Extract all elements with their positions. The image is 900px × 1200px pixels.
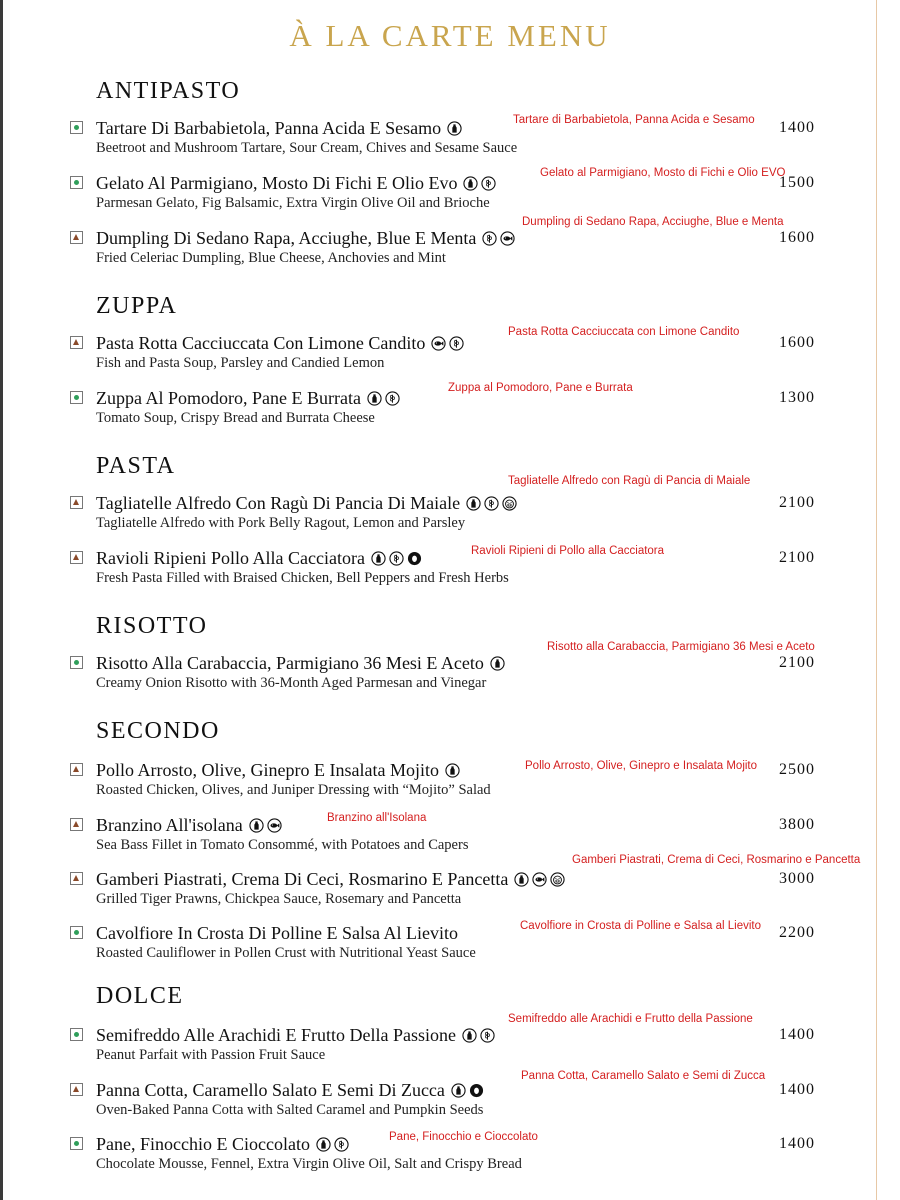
dish-price: 2500 (779, 761, 815, 778)
non-veg-indicator-icon (70, 763, 83, 776)
italian-name-annotation: Tartare di Barbabietola, Panna Acida e Sesamo (513, 114, 755, 126)
dish-description: Chocolate Mousse, Fennel, Extra Virgin Olive Oil, Salt and Crispy Bread (96, 1156, 522, 1172)
veg-indicator-icon (70, 1137, 83, 1150)
dish-name: Ravioli Ripieni Pollo Alla Cacciatora (96, 548, 365, 568)
dish-price: 1400 (779, 119, 815, 136)
allergen-icons (463, 176, 496, 191)
dish-price: 2200 (779, 924, 815, 941)
dish-price: 2100 (779, 494, 815, 511)
allergen-dairy-icon (514, 872, 529, 887)
veg-indicator-icon (70, 656, 83, 669)
italian-name-annotation: Risotto alla Carabaccia, Parmigiano 36 Mesi e Aceto (547, 641, 815, 653)
dish-price: 2100 (779, 549, 815, 566)
section-heading-risotto: RISOTTO (96, 613, 208, 639)
non-veg-indicator-icon (70, 818, 83, 831)
dish-name: Pane, Finocchio E Cioccolato (96, 1134, 310, 1154)
veg-indicator-icon (70, 121, 83, 134)
italian-name-annotation: Cavolfiore in Crosta di Polline e Salsa al Lievito (520, 920, 761, 932)
allergen-gluten-icon (481, 176, 496, 191)
dish-price: 1400 (779, 1026, 815, 1043)
allergen-gluten-icon (484, 496, 499, 511)
non-veg-indicator-icon (70, 231, 83, 244)
allergen-dairy-icon (249, 818, 264, 833)
dish-description: Grilled Tiger Prawns, Chickpea Sauce, Rosemary and Pancetta (96, 891, 462, 907)
dish-description: Parmesan Gelato, Fig Balsamic, Extra Virgin Olive Oil and Brioche (96, 195, 490, 211)
italian-name-annotation: Semifreddo alle Arachidi e Frutto della Passione (508, 1013, 753, 1025)
allergen-dairy-icon (316, 1137, 331, 1152)
allergen-dairy-icon (451, 1083, 466, 1098)
menu-item (70, 1025, 830, 1075)
menu-item (70, 493, 830, 543)
menu-item (70, 1080, 830, 1130)
allergen-pork-icon (550, 872, 565, 887)
non-veg-indicator-icon (70, 872, 83, 885)
non-veg-indicator-icon (70, 1083, 83, 1096)
allergen-fish-icon (532, 872, 547, 887)
dish-price: 3000 (779, 870, 815, 887)
dish-description: Beetroot and Mushroom Tartare, Sour Cream, Chives and Sesame Sauce (96, 140, 518, 156)
veg-indicator-icon (70, 926, 83, 939)
italian-name-annotation: Ravioli Ripieni di Pollo alla Cacciatora (471, 545, 665, 557)
allergen-gluten-icon (449, 336, 464, 351)
italian-name-annotation: Gamberi Piastrati, Crema di Ceci, Rosmarino e Pancetta (572, 854, 861, 866)
veg-indicator-icon (70, 176, 83, 189)
italian-name-annotation: Pasta Rotta Cacciuccata con Limone Candito (508, 326, 740, 338)
dish-description: Roasted Chicken, Olives, and Juniper Dressing with “Mojito” Salad (96, 782, 491, 798)
allergen-icons (431, 336, 464, 351)
dish-name: Pollo Arrosto, Olive, Ginepro E Insalata Mojito (96, 760, 439, 780)
dish-name: Tagliatelle Alfredo Con Ragù Di Pancia Di Maiale (96, 493, 461, 513)
allergen-egg-icon (407, 551, 422, 566)
veg-indicator-icon (70, 1028, 83, 1041)
italian-name-annotation: Pollo Arrosto, Olive, Ginepro e Insalata Mojito (525, 760, 758, 772)
allergen-dairy-icon (447, 121, 462, 136)
allergen-icons (514, 872, 565, 887)
dish-description: Roasted Cauliflower in Pollen Crust with Nutritional Yeast Sauce (96, 945, 476, 961)
veg-indicator-icon (70, 391, 83, 404)
allergen-icons (316, 1137, 349, 1152)
dish-name: Semifreddo Alle Arachidi E Frutto Della Passione (96, 1025, 456, 1045)
dish-description: Fish and Pasta Soup, Parsley and Candied Lemon (96, 355, 385, 371)
non-veg-indicator-icon (70, 496, 83, 509)
dish-name: Pasta Rotta Cacciuccata Con Limone Candito (96, 333, 426, 353)
dish-name: Gamberi Piastrati, Crema Di Ceci, Rosmarino E Pancetta (96, 869, 509, 889)
dish-description: Fried Celeriac Dumpling, Blue Cheese, Anchovies and Mint (96, 250, 446, 266)
allergen-icons (367, 391, 400, 406)
menu-item (70, 548, 830, 598)
dish-description: Tomato Soup, Crispy Bread and Burrata Cheese (96, 410, 375, 426)
section-heading-secondo: SECONDO (96, 718, 220, 744)
allergen-gluten-icon (480, 1028, 495, 1043)
allergen-dairy-icon (371, 551, 386, 566)
dish-description: Tagliatelle Alfredo with Pork Belly Ragout, Lemon and Parsley (96, 515, 466, 531)
allergen-icons (447, 121, 462, 136)
allergen-icons (482, 231, 515, 246)
italian-name-annotation: Pane, Finocchio e Cioccolato (389, 1131, 538, 1143)
dish-name: Branzino All'isolana (96, 815, 243, 835)
non-veg-indicator-icon (70, 551, 83, 564)
allergen-gluten-icon (334, 1137, 349, 1152)
allergen-gluten-icon (389, 551, 404, 566)
dish-name: Dumpling Di Sedano Rapa, Acciughe, Blue E Menta (96, 228, 477, 248)
allergen-icons (371, 551, 422, 566)
allergen-pork-icon (502, 496, 517, 511)
allergen-icons (451, 1083, 484, 1098)
dish-description: Oven-Baked Panna Cotta with Salted Caramel and Pumpkin Seeds (96, 1102, 484, 1118)
dish-price: 1300 (779, 389, 815, 406)
section-heading-pasta: PASTA (96, 453, 176, 479)
allergen-icons (462, 1028, 495, 1043)
allergen-dairy-icon (490, 656, 505, 671)
dish-name: Risotto Alla Carabaccia, Parmigiano 36 Mesi E Aceto (96, 653, 484, 673)
dish-price: 1600 (779, 229, 815, 246)
italian-name-annotation: Panna Cotta, Caramello Salato e Semi di Zucca (521, 1070, 766, 1082)
allergen-icons (445, 763, 460, 778)
dish-price: 1600 (779, 334, 815, 351)
dish-name: Zuppa Al Pomodoro, Pane E Burrata (96, 388, 361, 408)
dish-price: 3800 (779, 816, 815, 833)
dish-price: 1500 (779, 174, 815, 191)
allergen-fish-icon (500, 231, 515, 246)
dish-description: Sea Bass Fillet in Tomato Consommé, with Potatoes and Capers (96, 837, 469, 853)
dish-description: Creamy Onion Risotto with 36-Month Aged Parmesan and Vinegar (96, 675, 487, 691)
dish-price: 1400 (779, 1135, 815, 1152)
page-title: À LA CARTE MENU (289, 18, 611, 53)
allergen-dairy-icon (462, 1028, 477, 1043)
dish-name: Panna Cotta, Caramello Salato E Semi Di Zucca (96, 1080, 445, 1100)
menu-item (70, 869, 830, 919)
allergen-gluten-icon (385, 391, 400, 406)
italian-name-annotation: Gelato al Parmigiano, Mosto di Fichi e Olio EVO (540, 167, 786, 179)
page-edge-left (0, 0, 3, 1200)
allergen-icons (249, 818, 282, 833)
allergen-dairy-icon (367, 391, 382, 406)
italian-name-annotation: Branzino all'Isolana (327, 812, 427, 824)
dish-description: Peanut Parfait with Passion Fruit Sauce (96, 1047, 326, 1063)
menu-item (70, 388, 830, 438)
section-heading-zuppa: ZUPPA (96, 293, 178, 319)
allergen-icons (490, 656, 505, 671)
section-heading-dolce: DOLCE (96, 983, 184, 1009)
italian-name-annotation: Zuppa al Pomodoro, Pane e Burrata (448, 382, 633, 394)
menu-item (70, 333, 830, 383)
allergen-fish-icon (431, 336, 446, 351)
section-heading-antipasto: ANTIPASTO (96, 78, 241, 104)
dish-description: Fresh Pasta Filled with Braised Chicken, Bell Peppers and Fresh Herbs (96, 570, 509, 586)
allergen-fish-icon (267, 818, 282, 833)
allergen-egg-icon (469, 1083, 484, 1098)
allergen-gluten-icon (482, 231, 497, 246)
page-edge-right (876, 0, 877, 1200)
non-veg-indicator-icon (70, 336, 83, 349)
allergen-dairy-icon (466, 496, 481, 511)
italian-name-annotation: Dumpling di Sedano Rapa, Acciughe, Blue e Menta (522, 216, 784, 228)
dish-name: Cavolfiore In Crosta Di Polline E Salsa Al Lievito (96, 923, 458, 943)
allergen-dairy-icon (463, 176, 478, 191)
italian-name-annotation: Tagliatelle Alfredo con Ragù di Pancia di Maiale (508, 475, 751, 487)
allergen-dairy-icon (445, 763, 460, 778)
dish-name: Tartare Di Barbabietola, Panna Acida E Sesamo (96, 118, 442, 138)
menu-item (70, 228, 830, 278)
dish-price: 2100 (779, 654, 815, 671)
allergen-icons (466, 496, 517, 511)
dish-price: 1400 (779, 1081, 815, 1098)
menu-item (70, 653, 830, 703)
dish-name: Gelato Al Parmigiano, Mosto Di Fichi E Olio Evo (96, 173, 458, 193)
